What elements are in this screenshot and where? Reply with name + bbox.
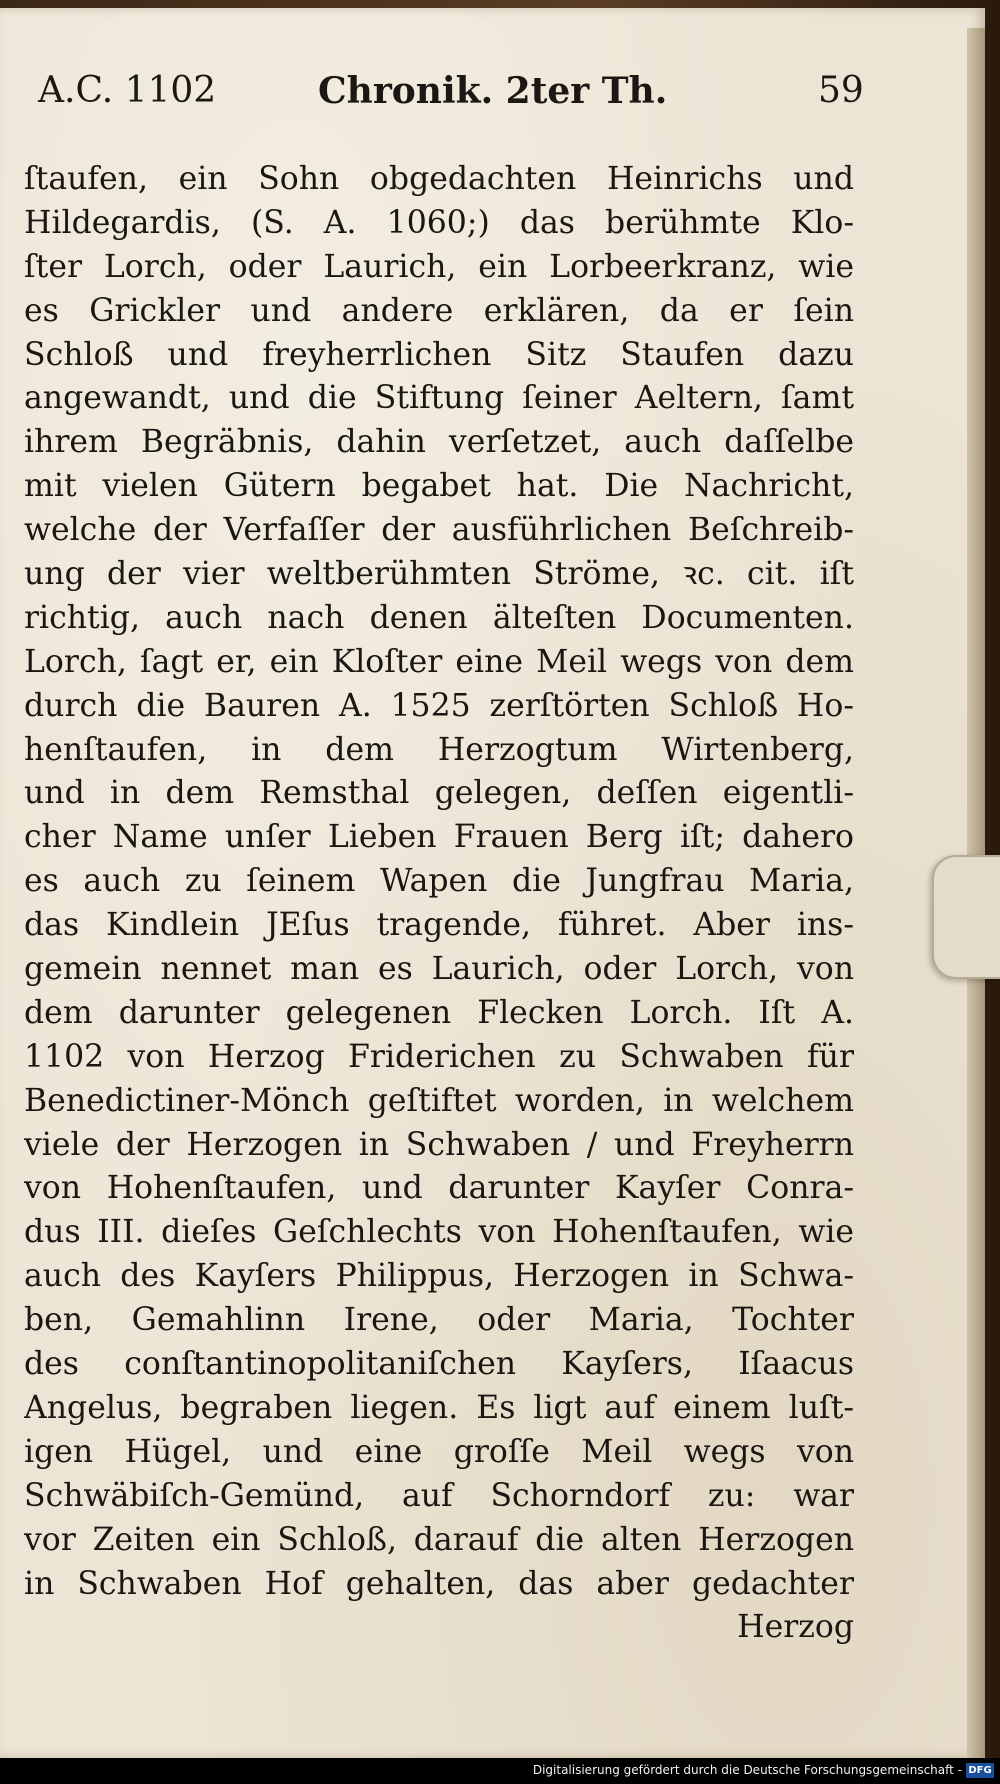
text-line: Schloß und freyherrlichen Sitz Staufen dazu [24, 336, 854, 373]
text-line: cher Name unſer Lieben Frauen Berg iſt; dahero [24, 819, 854, 856]
text-line: ben, Gemahlinn Irene, oder Maria, Tochter [24, 1302, 854, 1339]
text-line: henſtaufen, in dem Herzogtum Wirtenberg, [24, 731, 854, 768]
funding-credit: Digitalisierung gefördert durch die Deutsche Forschungsgemeinschaft - [532, 1763, 962, 1777]
text-line: auch des Kayſers Philippus, Herzogen in Schwa- [24, 1258, 854, 1295]
book-page [0, 8, 985, 1758]
running-header [0, 70, 985, 130]
text-line: ſtaufen, ein Sohn obgedachten Heinrichs und [24, 161, 854, 197]
text-line: gemein nennet man es Laurich, oder Lorch, von [24, 951, 854, 988]
text-line: von Hohenſtaufen, und darunter Kayſer Conra- [24, 1170, 854, 1207]
page-tab-marker [932, 855, 1000, 979]
text-line: es auch zu ſeinem Wapen die Jungfrau Maria, [24, 863, 854, 900]
text-line: Angelus, begraben liegen. Es ligt auf einem luſt- [24, 1389, 854, 1426]
text-line: das Kindlein JEſus tragende, führet. Aber ins- [24, 907, 854, 944]
page-body [24, 158, 854, 1650]
text-line: durch die Bauren A. 1525 zerſtörten Schloß Ho- [24, 687, 854, 724]
text-line: in Schwaben Hof gehalten, das aber gedachter [24, 1565, 854, 1602]
text-line: igen Hügel, und eine groſſe Meil wegs von [24, 1433, 854, 1470]
text-line: angewandt, und die Stiftung ſeiner Aeltern, ſamt [24, 380, 854, 417]
text-line: und in dem Remsthal gelegen, deſſen eigentli- [24, 775, 854, 812]
page-number: 59 [818, 70, 864, 111]
digitization-footer [0, 1758, 1000, 1784]
text-line: ihrem Begräbnis, dahin verſetzet, auch daſſelbe [24, 424, 854, 461]
text-line: Lorch, ſagt er, ein Kloſter eine Meil wegs von dem [24, 643, 854, 680]
header-year: A.C. 1102 [38, 70, 217, 111]
text-line: es Grickler und andere erklären, da er ſein [24, 292, 854, 329]
text-line: ſter Lorch, oder Laurich, ein Lorbeerkranz, wie [24, 248, 854, 285]
catchword: Herzog [737, 1609, 854, 1646]
text-line: richtig, auch nach denen älteſten Documenten. [24, 599, 854, 636]
dfg-logo: DFG [966, 1763, 994, 1778]
text-line: Benedictiner-Mönch geſtiftet worden, in welchem [24, 1082, 854, 1119]
text-line: viele der Herzogen in Schwaben / und Freyherrn [24, 1126, 854, 1163]
text-line: dus III. dieſes Geſchlechts von Hohenſtaufen, wie [24, 1214, 854, 1251]
text-line: 1102 von Herzog Friderichen zu Schwaben für [24, 1038, 854, 1075]
text-line: ung der vier weltberühmten Ströme, ꝛc. cit. iſt [24, 556, 854, 593]
text-line: Hildegardis, (S. A. 1060;) das berühmte Klo- [24, 204, 854, 241]
header-title: Chronik. 2ter Th. [318, 70, 668, 112]
text-line: des conſtantinopolitaniſchen Kayſers, Iſaacus [24, 1346, 854, 1383]
text-line: welche der Verfaſſer der ausführlichen Beſchreib- [24, 512, 854, 549]
text-line: vor Zeiten ein Schloß, darauf die alten Herzogen [24, 1521, 854, 1558]
text-line: mit vielen Gütern begabet hat. Die Nachricht, [24, 468, 854, 505]
text-line: dem darunter gelegenen Flecken Lorch. Iſt A. [24, 994, 854, 1031]
text-line: Schwäbiſch-Gemünd, auf Schorndorf zu: war [24, 1477, 854, 1514]
